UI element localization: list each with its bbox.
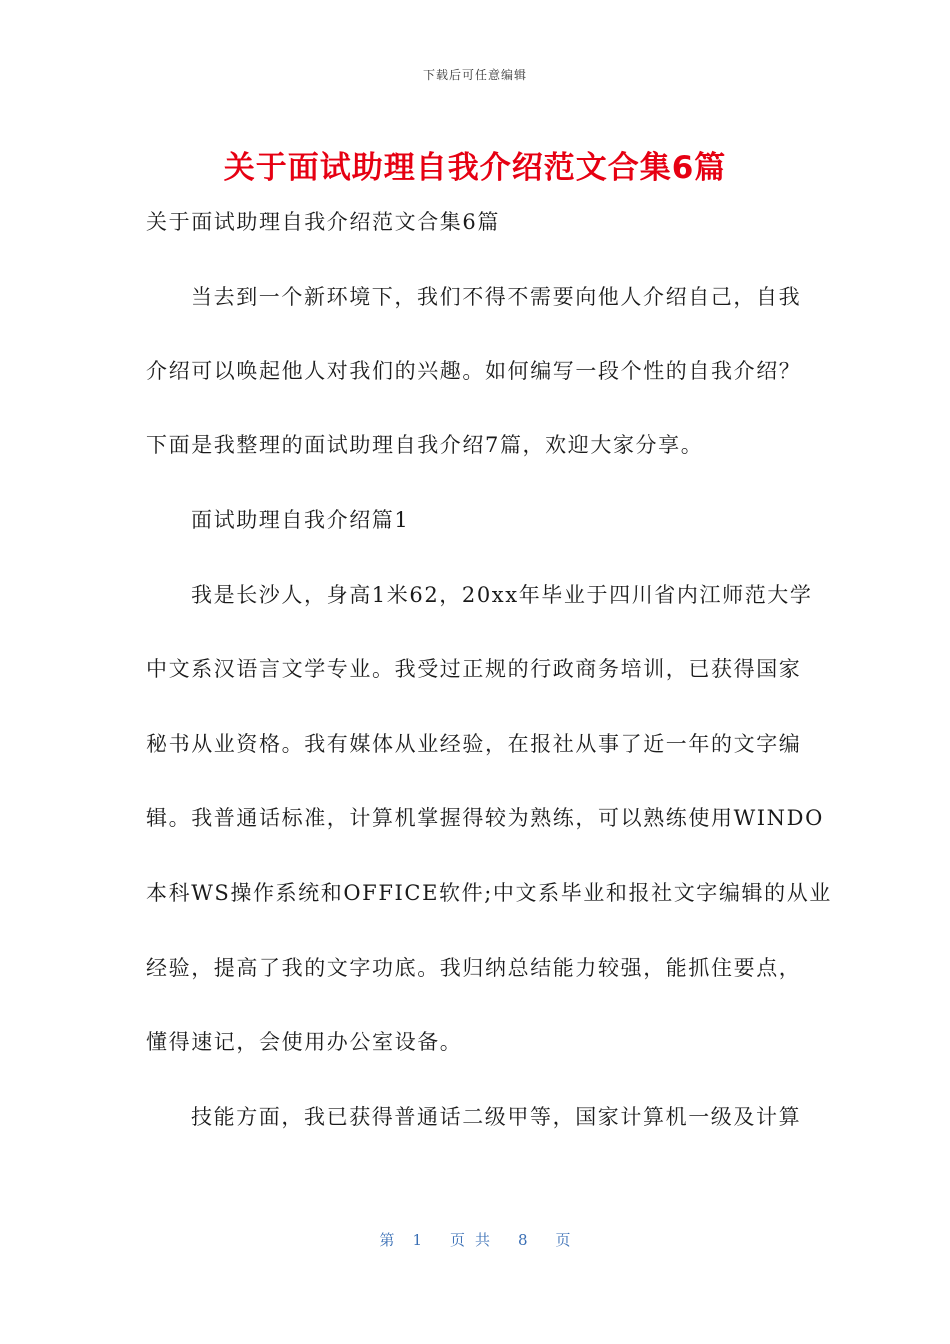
document-title: 关于面试助理自我介绍范文合集6篇 (223, 150, 727, 186)
paragraph-line: 本科WS操作系统和OFFICE软件;中文系毕业和报社文字编辑的从业 (146, 881, 832, 905)
section-heading: 面试助理自我介绍篇1 (191, 508, 410, 532)
footer-page-label-mid: 页共 (449, 1231, 500, 1249)
paragraph-line: 介绍可以唤起他人对我们的兴趣。如何编写一段个性的自我介绍？ (146, 359, 802, 383)
footer-page-number: 1 (412, 1231, 422, 1249)
paragraph-line: 秘书从业资格。我有媒体从业经验，在报社从事了近一年的文字编 (146, 732, 802, 756)
paragraph-line: 辑。我普通话标准，计算机掌握得较为熟练，可以熟练使用WINDO (146, 806, 824, 830)
footer-page-label-post: 页 (555, 1231, 571, 1249)
paragraph-line: 当去到一个新环境下，我们不得不需要向他人介绍自己，自我 (191, 285, 802, 309)
paragraph-line: 经验，提高了我的文字功底。我归纳总结能力较强，能抓住要点， (146, 956, 802, 980)
paragraph-line: 下面是我整理的面试助理自我介绍7篇，欢迎大家分享。 (146, 433, 704, 457)
page-footer (0, 1229, 950, 1250)
footer-total-pages: 8 (518, 1231, 528, 1249)
paragraph-line: 我是长沙人，身高1米62，20xx年毕业于四川省内江师范大学 (191, 583, 813, 607)
paragraph-line: 技能方面，我已获得普通话二级甲等，国家计算机一级及计算 (191, 1105, 802, 1129)
header-note: 下载后可任意编辑 (422, 68, 527, 82)
footer-page-label-pre: 第 (379, 1231, 395, 1249)
paragraph-line: 中文系汉语言文学专业。我受过正规的行政商务培训，已获得国家 (146, 657, 802, 681)
paragraph-line: 懂得速记，会使用办公室设备。 (146, 1030, 463, 1054)
subtitle-line: 关于面试助理自我介绍范文合集6篇 (146, 210, 500, 234)
